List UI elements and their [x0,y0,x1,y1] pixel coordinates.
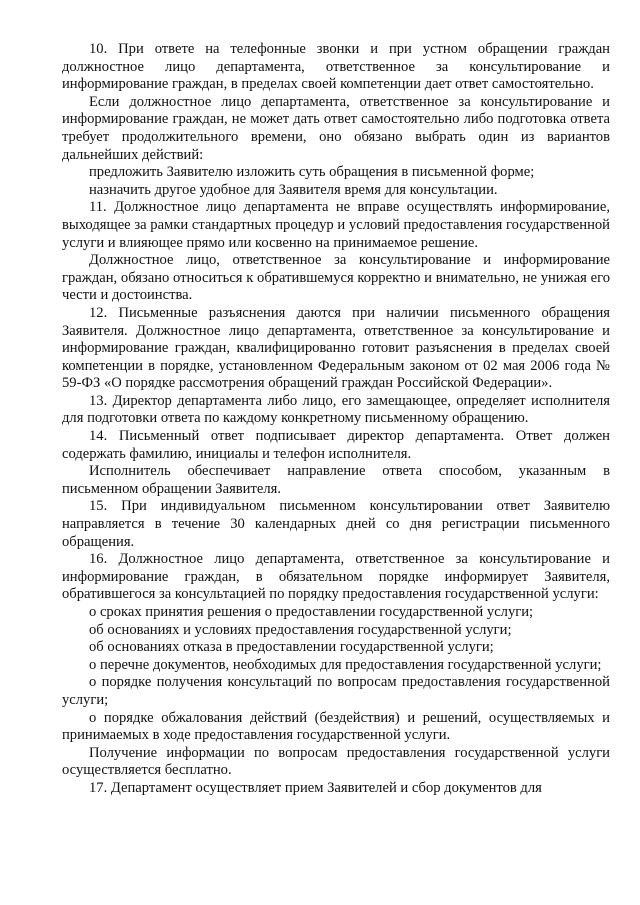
paragraph-13: 13. Директор департамента либо лицо, его замещающее, определяет исполнителя для подготовки ответа по каждому конкретному письменному обращению. [62,392,610,427]
list-item-documents-list: о перечне документов, необходимых для предоставления государственной услуги; [89,656,602,673]
list-item-decision-terms: о сроках принятия решения о предоставлении государственной услуги; [89,604,534,620]
list-item-grounds-conditions: об основаниях и условиях предоставления государственной услуги; [89,621,512,638]
paragraph-14: 14. Письменный ответ подписывает директор департамента. Ответ должен содержать фамилию, инициалы и телефон исполнителя. [62,428,610,462]
paragraph-16: 16. Должностное лицо департамента, ответственное за консультирование и информирование граждан, в обязательном порядке информирует Заявителя, обратившегося за консультацией по порядку предоставления государственной услуги: [62,551,610,603]
paragraph-15: 15. При индивидуальном письменном консультировании ответ Заявителю направляется в течение 30 календарных дней со дня регистрации письменного обращения. [62,498,610,550]
paragraph-11-conduct: Должностное лицо, ответственное за консультирование и информирование граждан, обязано относиться к обратившемуся корректно и внимательно, не унижая его чести и достоинства. [62,252,610,304]
paragraph-17: 17. Департамент осуществляет прием Заявителей и сбор документов для [89,779,542,796]
paragraph-16-free-of-charge: Получение информации по вопросам предоставления государственной услуги осуществляется бесплатно. [62,744,610,779]
option-other-time: назначить другое удобное для Заявителя время для консультации. [89,181,498,198]
option-written-form: предложить Заявителю изложить суть обращения в письменной форме; [89,164,535,181]
list-item-consultation-procedure: о порядке получения консультаций по вопросам предоставления государственной услуги; [62,674,610,708]
paragraph-14-delivery: Исполнитель обеспечивает направление ответа способом, указанным в письменном обращении Заявителя. [62,463,610,497]
paragraph-11: 11. Должностное лицо департамента не вправе осуществлять информирование, выходящее за рамки стандартных процедур и условий предоставления государственной услуги и влияющее прямо или косвенно на принимаемое решение. [62,199,610,251]
paragraph-12: 12. Письменные разъяснения даются при наличии письменного обращения Заявителя. Должностное лицо департамента, ответственное за консультирование и информирование граждан, квалифицированно готовит разъяснения в пределах своей компетенции в порядке, установленном Федеральным законом от 02 мая 2006 года № 59-ФЗ «О порядке рассмотрения обращений граждан Российской Федерации». [62,304,610,392]
paragraph-10: 10. При ответе на телефонные звонки и при устном обращении граждан должностное лицо департамента, ответственное за консультирование и информирование граждан, в пределах своей компетенции дает ответ самостоятельно. [62,41,610,93]
document-page [62,41,610,798]
list-item-appeal-procedure: о порядке обжалования действий (бездействия) и решений, осуществляемых и принимаемых в ходе предоставления государственной услуги. [62,709,610,744]
list-item-refusal-grounds: об основаниях отказа в предоставлении государственной услуги; [89,639,494,656]
paragraph-10-options-intro: Если должностное лицо департамента, ответственное за консультирование и информирование граждан, не может дать ответ самостоятельно либо подготовка ответа требует продолжительного времени, оно обязано выбрать один из вариантов дальнейших действий: [62,93,610,163]
